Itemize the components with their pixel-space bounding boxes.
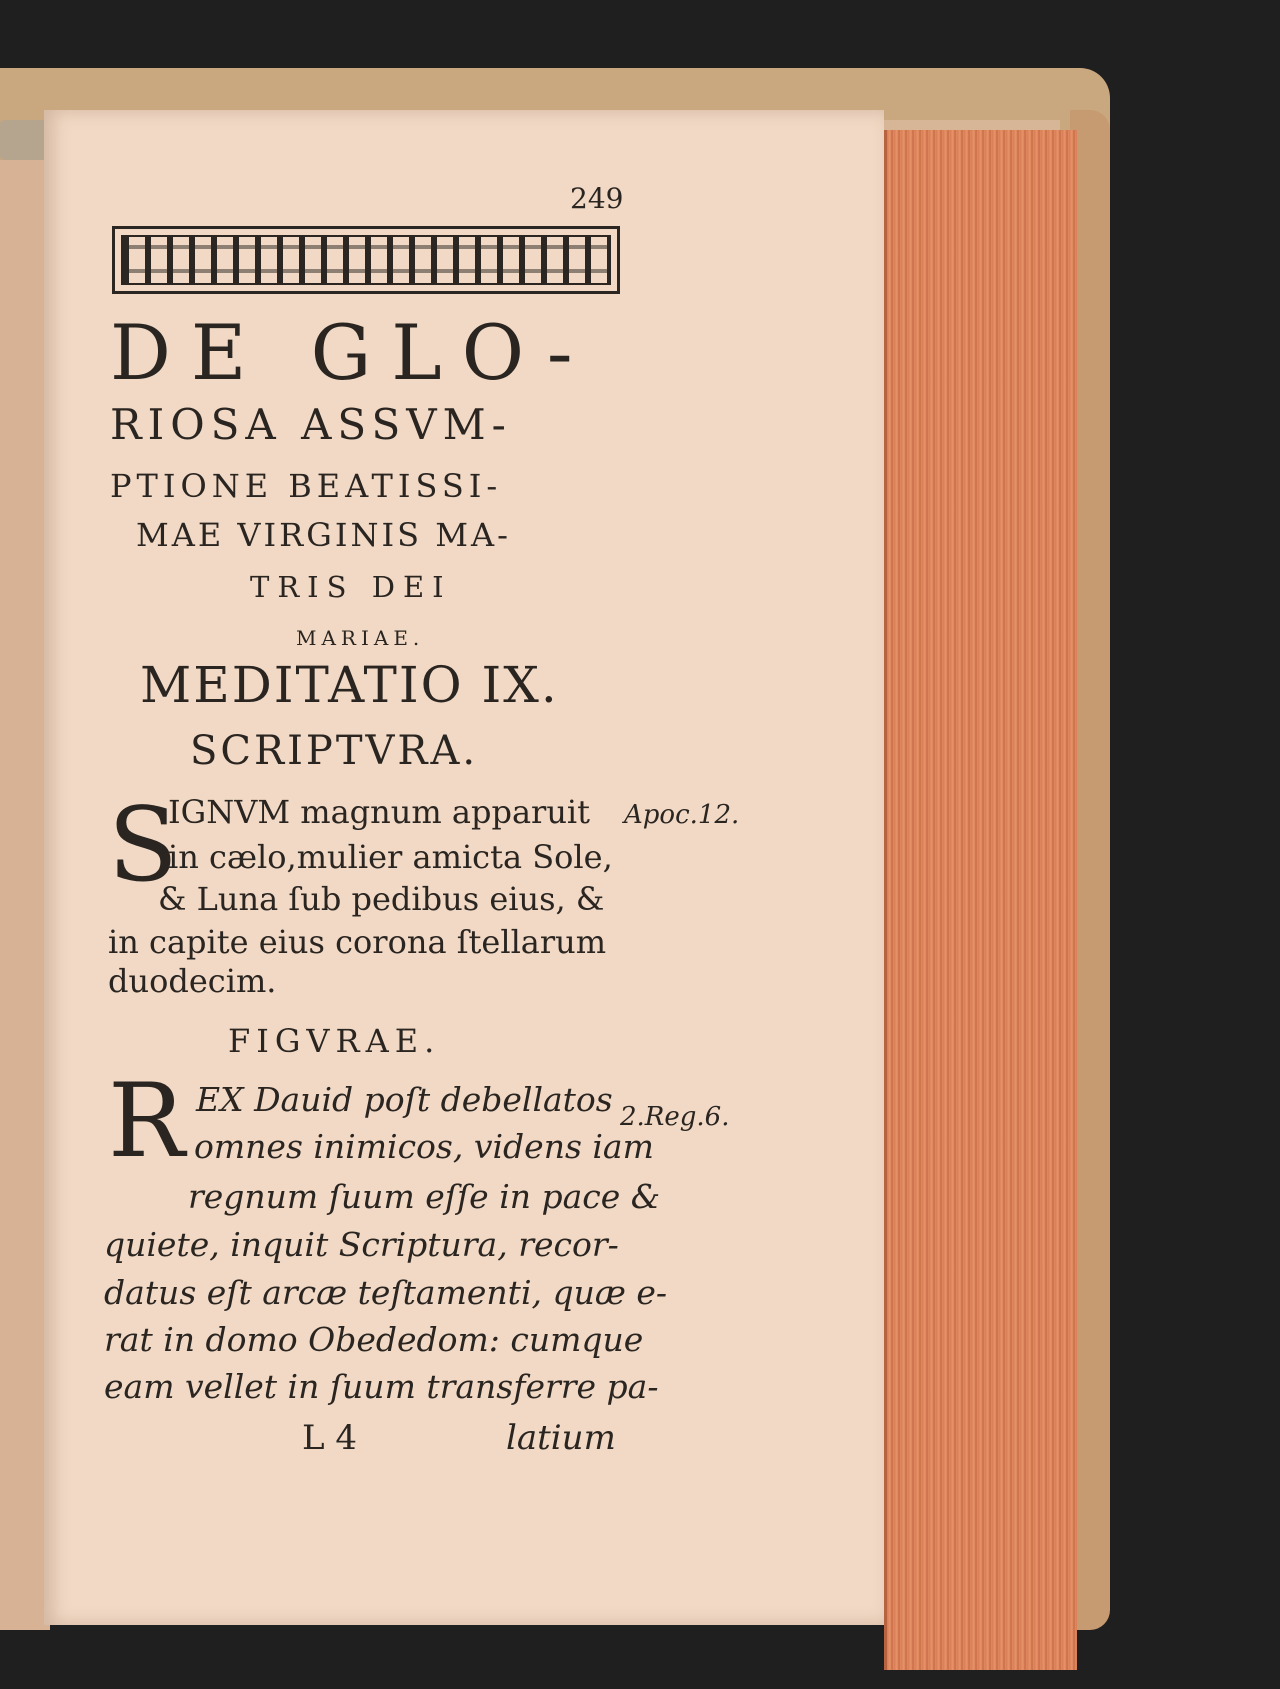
ornament-pattern [121,235,611,285]
scripture-line-4: in capite eius corona ſtellarum [108,923,607,961]
figures-line-5: datus eſt arcæ teſtamenti, quæ e- [104,1273,668,1312]
title-line-1: DE GLO- [110,308,593,397]
catchword: latium [506,1418,616,1458]
margin-note-reg: 2.Reg.6. [620,1102,730,1132]
scripture-line-5: duodecim. [108,962,277,1000]
scripture-heading: SCRIPTVRA. [190,728,479,774]
meditation-heading: MEDITATIO IX. [140,656,559,714]
figures-line-3: regnum ſuum eſſe in pace & [188,1177,661,1216]
drop-cap-s: S [108,786,178,905]
figures-line-2: omnes inimicos, videns iam [194,1127,654,1166]
scripture-line-1: IGNVM magnum apparuit [168,793,591,831]
title-line-4: MAE VIRGINIS MA- [136,516,511,554]
drop-cap-r: R [108,1062,185,1181]
page-number: 249 [570,182,624,215]
ornament-band [112,226,620,294]
signature-mark: L 4 [302,1418,358,1458]
figures-line-4: quiete, inquit Scriptura, recor- [104,1225,619,1264]
left-leaf [0,160,50,1630]
figures-line-6: rat in domo Obededom: cumque [104,1320,644,1359]
figures-heading: FIGVRAE. [228,1022,441,1060]
title-line-2: RIOSA ASSVM- [110,400,512,449]
figures-line-7: eam vellet in ſuum transferre pa- [104,1367,659,1406]
title-line-5: TRIS DEI [250,570,452,604]
scripture-line-2: in cælo,mulier amicta Sole, [168,838,613,876]
page-edges [884,130,1077,1670]
margin-note-apoc: Apoc.12. [624,800,740,830]
scripture-line-3: & Luna ſub pedibus eius, & [158,880,605,918]
figures-line-1: EX Dauid poſt debellatos [196,1080,613,1119]
title-line-6: MARIAE. [296,626,425,650]
title-line-3: PTIONE BEATISSI- [110,467,503,505]
